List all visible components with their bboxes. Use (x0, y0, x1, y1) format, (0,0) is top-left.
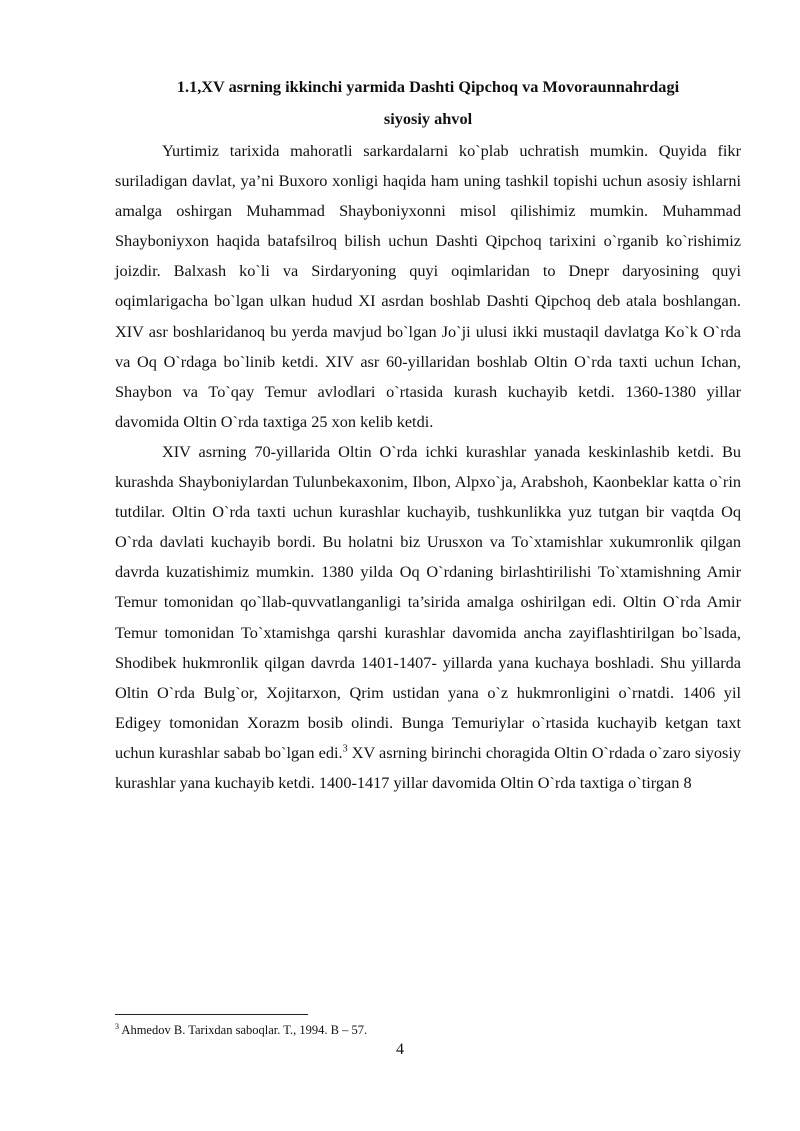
footnote-separator (115, 1014, 308, 1015)
section-heading-line-1: 1.1,XV asrning ikkinchi yarmida Dashti Qipchoq va Movoraunnahrdagi (176, 77, 680, 96)
paragraph-2 (115, 437, 741, 798)
body-text (115, 136, 741, 798)
paragraph-2-text-before-reference: XIV asrning 70-yillarida Oltin O`rda ichki kurashlar yanada keskinlashib ketdi. Bu kurashda Shayboniylardan Tulunbekaxonim, Ilbon, Alpxo`ja, Arabshoh, Kaonbeklar katta o`rin tutdilar. Oltin O`rda taxti uchun kurashlar kuchayib, tushkunlikka yuz tutgan bir vaqtda Oq O`rda davlati kuchayib bordi. Bu holatni biz Urusxon va To`xtamishlar xukumronlik qilgan davrda kuzatishimiz mumkin. 1380 yilda Oq O`rdaning birlashtirilishi To`xtamishning Amir Temur tomonidan qo`llab-quvvatlanganligi ta’sirida amalga oshirilgan edi. Oltin O`rda Amir Temur tomonidan To`xtamishga qarshi kurashlar davomida ancha zayiflashtirilgan bo`lsada, Shodibek hukmronlik qilgan davrda 1401-1407- yillarda yana kuchaya boshladi. Shu yillarda Oltin O`rda Bulg`or, Xojitarxon, Qrim ustidan yana o`z hukmronligini o`rnatdi. 1406 yil Edigey tomonidan Xorazm bosib olindi. Bunga Temuriylar o`rtasida kuchayib ketgan taxt uchun kurashlar sabab bo`lgan edi. (115, 441, 741, 762)
paragraph-1: Yurtimiz tarixida mahoratli sarkardalarni ko`plab uchratish mumkin. Quyida fikr suriladigan davlat, ya’ni Buxoro xonligi haqida ham uning tashkil topishi uchun asosiy ishlarni amalga oshirgan Muhammad Shayboniyxonni misol qilishimiz mumkin. Muhammad Shayboniyxon haqida batafsilroq bilish uchun Dashti Qipchoq tarixini o`rganib ko`rishimiz joizdir. Balxash ko`li va Sirdaryoning quyi oqimlaridan to Dnepr daryosining quyi oqimlarigacha bo`lgan ulkan hudud XI asrdan boshlab Dashti Qipchoq deb atala boshlangan. XIV asr boshlaridanoq bu yerda mavjud bo`lgan Jo`ji ulusi ikki mustaqil davlatga Ko`k O`rda va Oq O`rdaga bo`linib ketdi. XIV asr 60-yillaridan boshlab Oltin O`rda taxti uchun Ichan, Shaybon va To`qay Temur avlodlari o`rtasida kurash kuchayib ketdi. 1360-1380 yillar davomida Oltin O`rda taxtiga 25 xon kelib ketdi. (115, 141, 741, 431)
footnote-mark: 3 (115, 1021, 119, 1031)
page-number: 4 (396, 1041, 404, 1058)
paragraph-2-text-after-reference: XV asrning birinchi choragida Oltin O`rdada o`zaro siyosiy kurashlar yana kuchayib ketdi. 1400-1417 yillar davomida Oltin O`rda taxtiga o`tirgan 8 (115, 742, 741, 792)
footnote-text: Ahmedov B. Tarixdan saboqlar. T., 1994. B – 57. (119, 1023, 368, 1037)
footnote (115, 1022, 741, 1038)
footnote-reference-mark[interactable]: 3 (342, 743, 348, 755)
section-heading-line-2: siyosiy ahvol (383, 109, 473, 128)
